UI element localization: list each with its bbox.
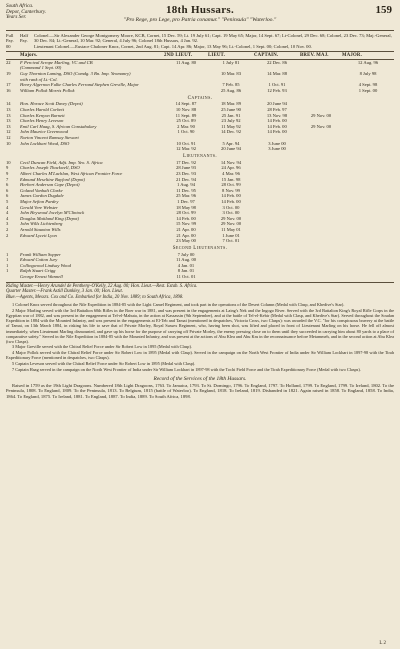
years-served: 6	[6, 187, 9, 193]
footnote: 1 Colonel Knox served throughout the Nile Expedition in 1884-85 with the Light Camel Regiment, and took part in the operations of the Desert Column (Medal with Clasp, and Khedive's Star).	[12, 302, 345, 308]
date-captain: 14 Feb. 00	[267, 129, 287, 135]
date-major: 4 Sept. 98	[358, 82, 378, 88]
date-captain: 22 Dec. 86	[266, 59, 288, 65]
date-lieut: 29 Nov. 00	[220, 221, 242, 227]
quarter-master: Quarter Master.—Frank Astill Dunkley, 3 Jan. 00; Hon. Lieut.	[6, 289, 123, 295]
footnote: 4 Major Pollok served with the Chitral Relief Force under Sir Robert Low in 1895 (Medal with Clasp). Served in the campaign on the North West Frontier of India under Sir William Lockhart in 1897-98 with the Tirah Expeditionary Force (mentioned in despatches, two Clasps).	[6, 350, 394, 361]
date-2nd-lieut: 21 Dec. 94	[175, 176, 197, 182]
officer-name: Emil Carl Haag, S. African Constabulary	[20, 123, 97, 129]
page-number: 159	[375, 4, 392, 16]
date-lieut: 18 Mar. 89	[220, 101, 242, 107]
date-2nd-lieut: 21 Apr. 00	[176, 226, 196, 232]
date-major: 12 Aug. 96	[357, 59, 379, 65]
date-captain: 20 June 94	[267, 101, 287, 107]
date-captain: 28 Feb. 97	[267, 107, 287, 113]
date-lieut: 3 Oct. 00	[222, 210, 240, 216]
officer-name: Ralph Stuart Grigg	[20, 268, 56, 274]
years-served: 9	[6, 165, 9, 171]
officer-name: F Percival Scrope Marling, VC and CB	[20, 59, 93, 65]
date-2nd-lieut: 17 Dec. 92	[175, 159, 197, 165]
page	[6, 4, 394, 399]
date-captain: 14 Mar. 88	[266, 71, 288, 77]
date-lieut: 10 Mar. 83	[220, 71, 242, 77]
date-brevet-major	[300, 88, 342, 94]
command-intro	[6, 33, 394, 49]
years-served: 6	[6, 182, 9, 188]
years-served: 9	[6, 170, 9, 176]
date-2nd-lieut: 11 Aug. 80	[175, 59, 197, 65]
officer-name: Gerald Vere Webster	[20, 204, 58, 210]
date-2nd-lieut: 1 Oct. 90	[177, 129, 195, 135]
date-brevet-major	[300, 274, 342, 280]
date-lieut: 5 Apr. 94	[222, 140, 240, 146]
years-served: 13	[6, 112, 11, 118]
officer-name: Herbert Anderson Cape (Depot)	[20, 182, 80, 188]
officer-name	[20, 238, 164, 244]
officer-name: Edward Lycett Lyon	[20, 232, 57, 238]
date-lieut: 14 Nov. 94	[220, 159, 242, 165]
date-lieut: 14 Feb. 00	[221, 193, 241, 199]
date-major: 8 July 98	[359, 71, 377, 77]
officer-name: Arnold Staunton Wills	[20, 226, 61, 232]
date-lieut: 14 Feb. 00	[221, 198, 241, 204]
date-2nd-lieut: 8 Jan. 01	[177, 268, 195, 274]
date-brevet-major	[300, 146, 342, 152]
date-lieut: 1 June 01	[222, 232, 240, 238]
date-2nd-lieut: 1 Dec. 97	[177, 198, 195, 204]
date-captain: 14 Feb. 00	[267, 123, 287, 129]
date-2nd-lieut: 1 Aug. 94	[177, 182, 195, 188]
years-served: 4	[6, 204, 9, 210]
date-lieut: 25 Aug. 86	[220, 87, 242, 93]
col-brevet-major: BREV. MAJ.	[300, 52, 329, 58]
years-served: 16	[6, 87, 11, 93]
date-lieut	[208, 274, 254, 280]
section-title: Lieutenants.	[183, 154, 217, 160]
col-lieut: LIEUT.	[208, 52, 225, 58]
date-lieut: 20 June 94	[221, 146, 241, 152]
date-2nd-lieut	[164, 88, 208, 94]
officer-name: John Wills Lichtenberg	[20, 221, 63, 227]
intro-col-a: Full Pay.	[6, 33, 14, 44]
footnote: 2 Major Marling served with the 3rd Battalion 60th Rifles in the Boer war in 1881, and was present in the engagements at Laing's Nek and the Ingogo River. Served with the 3rd Battalion King's Royal Rifle Corps in the Egyptian war of 1882, and was present in the engagement at Tel-el-Mahuta, in the action at Kassassin (9th September), and at the battle of Tel-el-Kebir (Medal with Clasp, and Khedive's Star). Served throughout the Soudan Expedition in 1884 with the Mounted Infantry, and was present in the engagements at El-Teb and Tamai (mentioned in despatches, Victoria Cross, two Clasps): was awarded the V.C. "for his conspicuous bravery at the battle of Tamai, on 13th March 1884, in risking his life to save that of Private Morley, Royal Sussex Regiment, who, having been shot, was lifted and placed in front of Lieutenant Marling on his horse. He fell off almost immediately, when Lieutenant Marling dismounted, and gave up his horse for the purpose of carrying off Private Morley, the enemy pressing close on to them until they succeeded in carrying him about 80 yards to a place of comparative safety." Served in the Nile Expedition in 1884-85 with the Mounted Infantry, and was present at the actions of Abu Klea and Abu Kru in the reconnaissance before Metammeh, and in the second action at Abu Klea (two Clasps).	[6, 308, 394, 344]
officer-name: John Heywood Jocelyn M'Clintock	[20, 210, 85, 216]
page-title: 18th Hussars.	[165, 4, 235, 16]
date-brevet-major: 29 Nov. 00	[310, 112, 332, 118]
date-2nd-lieut: 23 Dec. 93	[175, 170, 197, 176]
years-served: 1	[6, 251, 9, 257]
years-served	[6, 238, 20, 244]
officer-name: Edmund Heseltine Bayford (Depot)	[20, 176, 86, 182]
col-name: Majors.	[20, 52, 38, 58]
officer-name: Edward Cotton Jury	[20, 257, 58, 263]
section-title: Captains.	[187, 95, 213, 101]
date-lieut: 28 Oct. 99	[221, 182, 241, 188]
date-2nd-lieut: 11 Oct. 01	[176, 274, 196, 280]
intro-row	[6, 44, 394, 49]
record-text: Raised in 1759 as the 19th Light Dragoons. Numbered 18th Light Dragoons, 1763. To Jamaica, 1793. To St. Domingo, 1796. To England, 1797. To Holland, 1799. To England, 1799. To Ireland, 1802. To the Peninsula, 1808. To England, 1809. To the Peninsula, 1813. To Belgium, 1815 (battle of Waterloo). To England, 1818. To Ireland, 1819. Disbanded in 1821. Again raised in 1858. To England, 1858. To India, 1864. To England, 1875. To Ireland, 1881. To England, 1887. To India, 1889. To South Africa, 1898.	[6, 382, 394, 399]
regiment-motto: "Pro Rege, pro Lege, pro Patria conamur." "Peninsula" "Waterloo."	[123, 17, 277, 23]
intro-col-b	[20, 44, 34, 49]
officer-name: John Maurice Greenwood	[20, 129, 69, 135]
years-served: 1	[6, 262, 9, 268]
years-served: 22	[6, 59, 11, 65]
date-lieut: 7 Feb. 85	[222, 82, 240, 88]
footnote: 7 Captain Haag served in the campaign on the North West Frontier of India under Sir William Lockhart in 1897-98 with the Tochi Field Force and the Tirah Expeditionary Force (Medal with two Clasps).	[12, 366, 361, 372]
years-served: 14	[6, 101, 11, 107]
intro-row	[6, 33, 394, 44]
years-served: 3	[6, 221, 9, 227]
years-served: 12	[6, 135, 11, 141]
record-title: Record of the Services of the 18th Hussars.	[153, 375, 247, 382]
officer-name: James Gordon Dugdale	[20, 193, 64, 199]
intro-text: Colonel.—Sir Alexander George Montgomery Moore, KCB, Cornet, 15 Dec. 59; Lt. 19 July 61; Capt. 19 May 65; Major, 14 Sept. 67; Lt-Colonel, 29 Dec. 68; Colonel, 23 Dec. 73; Maj.-General, 30 Dec. 84; Lt.-General, 10 Mar. 92; General, 4 July 96; Colonel 18th Hussars, 4 Jan. 92.	[34, 33, 392, 44]
officer-name: Albert Charles M'Lachlan, West African Frontier Force	[20, 170, 123, 176]
date-captain: 1 Oct. 91	[268, 82, 286, 88]
date-lieut: 24 Apr. 96	[221, 165, 241, 171]
officer-name: George Ernest Wannell	[20, 274, 63, 280]
years-served	[6, 274, 20, 280]
years-served: 12	[6, 129, 11, 135]
signature-mark: L 2	[379, 641, 386, 646]
date-2nd-lieut: 11 Dec. 95	[176, 187, 196, 193]
date-lieut: 14 Dec. 92	[220, 129, 242, 135]
footnote: 3 Major Greville served with the Chitral Relief Force under Sir Robert Low in 1895 (Medal with Clasp).	[12, 344, 192, 350]
officer-name: John Lockhart Wood, DSO	[20, 140, 70, 146]
years-served: 6	[6, 193, 9, 199]
section-title: Second Lieutenants.	[172, 246, 228, 252]
officer-name: Charles Harold Corbett	[20, 107, 64, 113]
agents-line: Blue.—Agents, Messrs. Cox and Co. Embarked for India, 20 Nov. 1889; to South Africa, 1898.	[6, 294, 184, 300]
officer-name: William Pollok Morris Pollok	[20, 87, 75, 93]
date-captain: 14 Feb. 00	[267, 118, 287, 124]
officer-name: Goland Vanhalt Clarke	[20, 187, 63, 193]
date-2nd-lieut: 14 Feb. 00	[176, 215, 196, 221]
officer-name: Major Sefton Pardey	[20, 198, 59, 204]
date-major	[342, 274, 394, 280]
date-2nd-lieut: 21 Apr. 00	[176, 232, 196, 238]
years-served: 1	[6, 257, 9, 263]
date-lieut: 11 May 92	[221, 123, 241, 129]
date-2nd-lieut: 7 July 00	[177, 251, 195, 257]
years-served: 10	[6, 159, 11, 165]
officer-name: (Command 1 Sept. 00)	[20, 65, 62, 71]
officer-row	[6, 238, 394, 244]
date-2nd-lieut: 15 Nov. 99	[175, 221, 197, 227]
date-lieut: 25 June 90	[221, 107, 241, 113]
years-served: 1	[6, 268, 9, 274]
date-brevet-major	[300, 238, 342, 244]
years-served: 4	[6, 210, 9, 216]
date-captain	[254, 274, 300, 280]
years-served: 17	[6, 82, 11, 88]
date-lieut: 29 Nov. 00	[220, 215, 242, 221]
date-lieut: 11 May 01	[221, 226, 241, 232]
date-brevet-major: 29 Nov. 00	[310, 123, 332, 129]
officer-name: Douglas Maitland King (Depot)	[20, 215, 80, 221]
date-2nd-lieut: 28 Oct. 99	[176, 210, 196, 216]
officer-name: Charles Kenyon Burnett	[20, 112, 65, 118]
date-captain: 3 June 00	[268, 146, 286, 152]
footnote: 5 Captain Leveson served with the Chitral Relief Force under Sir Robert Low in 1895 (Medal with Clasp).	[12, 360, 196, 366]
years-served: 2	[6, 232, 9, 238]
date-captain: 3 June 00	[268, 140, 286, 146]
date-lieut: 3 Oct. 00	[222, 204, 240, 210]
date-major	[342, 146, 394, 152]
officer-name: Henry Algernon Fulke Charles Ferrand Stephen Greville, Major	[20, 82, 139, 88]
officer-name: with rank of Lt.-Col.	[20, 76, 58, 82]
officer-name: Cecil Duncan Field, Adjt. Imp. Yeo. S. Africa	[20, 159, 103, 165]
date-captain: 13 Nov. 98	[266, 112, 288, 118]
officer-name: Norton Vincent Ramsay Stewart	[20, 135, 79, 141]
officer-name: Collingwood Lindsay Wood	[20, 262, 71, 268]
years-served: 2	[6, 226, 9, 232]
date-lieut: 23 July 92	[221, 118, 241, 124]
years-served: 5	[6, 198, 9, 204]
intro-col-a: 00	[6, 43, 11, 49]
date-2nd-lieut: 23 May 00	[176, 238, 196, 244]
officer-row	[6, 88, 394, 94]
page-header	[6, 4, 394, 31]
date-major: 1 Sept. 00	[358, 87, 378, 93]
date-lieut: 15 Jan. 98	[221, 176, 241, 182]
officer-name: Charles Henry Leveson	[20, 118, 64, 124]
intro-col-b: Half Pay.	[20, 33, 29, 44]
date-lieut: 25 Jan. 91	[221, 112, 241, 118]
date-captain: 12 Feb. 93	[267, 87, 287, 93]
years-served	[6, 146, 20, 152]
officer-name: Guy Thornton Laming, DSO (Comdg. 3 Bn. Imp. Yeomanry)	[20, 71, 131, 77]
col-captain: CAPTAIN.	[254, 52, 279, 58]
intro-text: Lieutenant Colonel.—Eustace Chaloner Knox, Cornet, 2nd Aug. 81; Capt. 14 Apr. 86; Major, 13 May 96; Lt.-Colonel, 1 Sept. 00; Colonel, 10 Nov. 00.	[34, 43, 312, 49]
date-2nd-lieut: 4 Jan. 01	[177, 262, 195, 268]
officer-name: Hon. Horace Scott Davey (Depot)	[20, 101, 83, 107]
date-2nd-lieut: 10 Nov. 88	[175, 107, 197, 113]
column-header	[6, 51, 394, 60]
date-lieut: 4 Mar. 96	[222, 170, 240, 176]
date-captain	[254, 238, 300, 244]
header-left-line: Depot, Canterbury.	[6, 8, 47, 15]
header-left-line: South Africa.	[6, 3, 34, 9]
col-years	[6, 53, 20, 58]
footnotes	[6, 302, 394, 371]
date-2nd-lieut: 14 Sept. 87	[175, 101, 197, 107]
years-served: 19	[6, 71, 11, 77]
years-served: 13	[6, 118, 11, 124]
years-served: 13	[6, 107, 11, 113]
date-lieut: 1 July 81	[222, 59, 240, 65]
officer-list	[6, 60, 394, 280]
date-major	[342, 238, 394, 244]
years-served: 13	[6, 123, 11, 129]
date-2nd-lieut: 18 May 98	[176, 204, 196, 210]
col-major: MAJOR.	[342, 52, 362, 58]
staff-lines	[6, 282, 394, 301]
date-2nd-lieut: 12 Mar. 92	[175, 146, 197, 152]
years-served: 10	[6, 140, 11, 146]
years-served: 4	[6, 215, 9, 221]
date-2nd-lieut: 11 Sept. 89	[175, 112, 197, 118]
officer-name: Charles Joseph Thackwell, DSO	[20, 165, 80, 171]
years-served: 7	[6, 176, 9, 182]
date-2nd-lieut: 10 Oct. 91	[176, 140, 196, 146]
officer-name: Frank William Sopper	[20, 251, 61, 257]
riding-master: Riding Master.—Henry Arundel de Pentheny-O'Kelly, 22 Aug. 00; Hon. Lieut.—Rest. Estab. S. Africa.	[6, 283, 198, 289]
officer-row	[6, 146, 394, 152]
officer-row	[6, 274, 394, 280]
date-2nd-lieut: 25 Oct. 89	[176, 118, 196, 124]
date-2nd-lieut: 2 Mar. 90	[177, 123, 195, 129]
date-lieut: 8 Nov. 99	[222, 187, 240, 193]
date-lieut: 7 Oct. 01	[222, 238, 240, 244]
date-2nd-lieut: 28 June 93	[176, 165, 196, 171]
col-2nd-lieut: 2ND LIEUT.	[164, 52, 193, 58]
header-left-line: Years Ser.	[6, 14, 27, 21]
date-2nd-lieut: 11 Aug. 00	[175, 257, 197, 263]
date-2nd-lieut: 25 Mar. 96	[175, 193, 197, 199]
officer-name	[20, 146, 164, 152]
